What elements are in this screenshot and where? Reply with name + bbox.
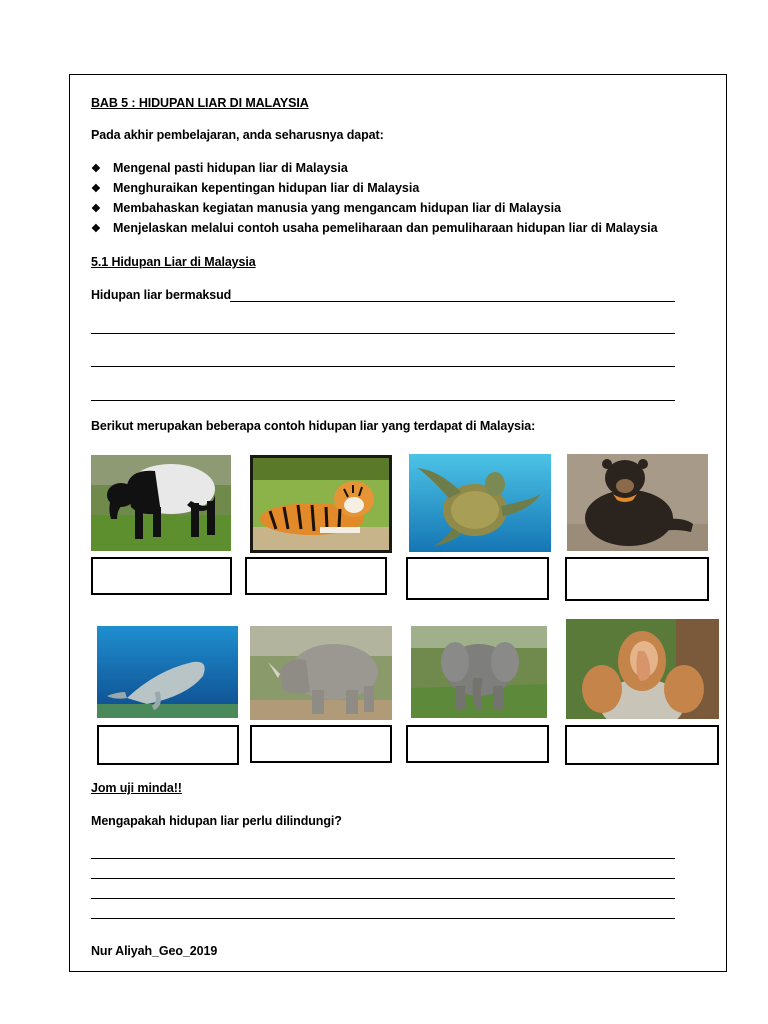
learning-intro: Pada akhir pembelajaran, anda seharusnya dapat:	[91, 128, 384, 142]
dugong-photo	[97, 626, 238, 718]
diamond-bullet-icon: ❖	[91, 163, 101, 175]
answer-box[interactable]	[91, 557, 232, 595]
objective-item: ❖ Menghuraikan kepentingan hidupan liar di Malaysia	[91, 181, 420, 195]
answer-line[interactable]	[91, 898, 675, 899]
tapir-photo	[91, 455, 231, 551]
worksheet-page	[69, 74, 727, 972]
answer-line[interactable]	[91, 918, 675, 919]
author-footer: Nur Aliyah_Geo_2019	[91, 944, 218, 958]
answer-line[interactable]	[91, 858, 675, 859]
answer-box[interactable]	[245, 557, 387, 595]
tiger-photo	[250, 455, 392, 553]
answer-box[interactable]	[97, 725, 239, 765]
answer-line[interactable]	[91, 878, 675, 879]
diamond-bullet-icon: ❖	[91, 203, 101, 215]
elephant-photo	[411, 626, 547, 718]
answer-line[interactable]	[91, 366, 675, 367]
answer-line[interactable]	[91, 333, 675, 334]
proboscis-monkey-photo	[566, 619, 719, 719]
answer-box[interactable]	[406, 557, 549, 600]
definition-prompt: Hidupan liar bermaksud	[91, 288, 232, 302]
rhinoceros-photo	[250, 626, 392, 720]
objective-item: ❖ Mengenal pasti hidupan liar di Malaysia	[91, 161, 348, 175]
section-title: 5.1 Hidupan Liar di Malaysia	[91, 255, 256, 269]
quiz-title: Jom uji minda!!	[91, 781, 182, 795]
sea-turtle-photo	[409, 454, 551, 552]
answer-box[interactable]	[406, 725, 549, 763]
answer-line[interactable]	[230, 301, 675, 302]
quiz-question: Mengapakah hidupan liar perlu dilindungi?	[91, 814, 342, 828]
chapter-title: BAB 5 : HIDUPAN LIAR DI MALAYSIA	[91, 96, 309, 110]
answer-box[interactable]	[565, 557, 709, 601]
objective-item: ❖ Menjelaskan melalui contoh usaha pemeliharaan dan pemuliharaan hidupan liar di Malaysia	[91, 221, 658, 235]
answer-box[interactable]	[250, 725, 392, 763]
sun-bear-photo	[567, 454, 708, 551]
examples-intro: Berikut merupakan beberapa contoh hidupan liar yang terdapat di Malaysia:	[91, 419, 536, 433]
answer-line[interactable]	[91, 400, 675, 401]
answer-box[interactable]	[565, 725, 719, 765]
objective-item: ❖ Membahaskan kegiatan manusia yang mengancam hidupan liar di Malaysia	[91, 201, 562, 215]
diamond-bullet-icon: ❖	[91, 223, 101, 235]
diamond-bullet-icon: ❖	[91, 183, 101, 195]
